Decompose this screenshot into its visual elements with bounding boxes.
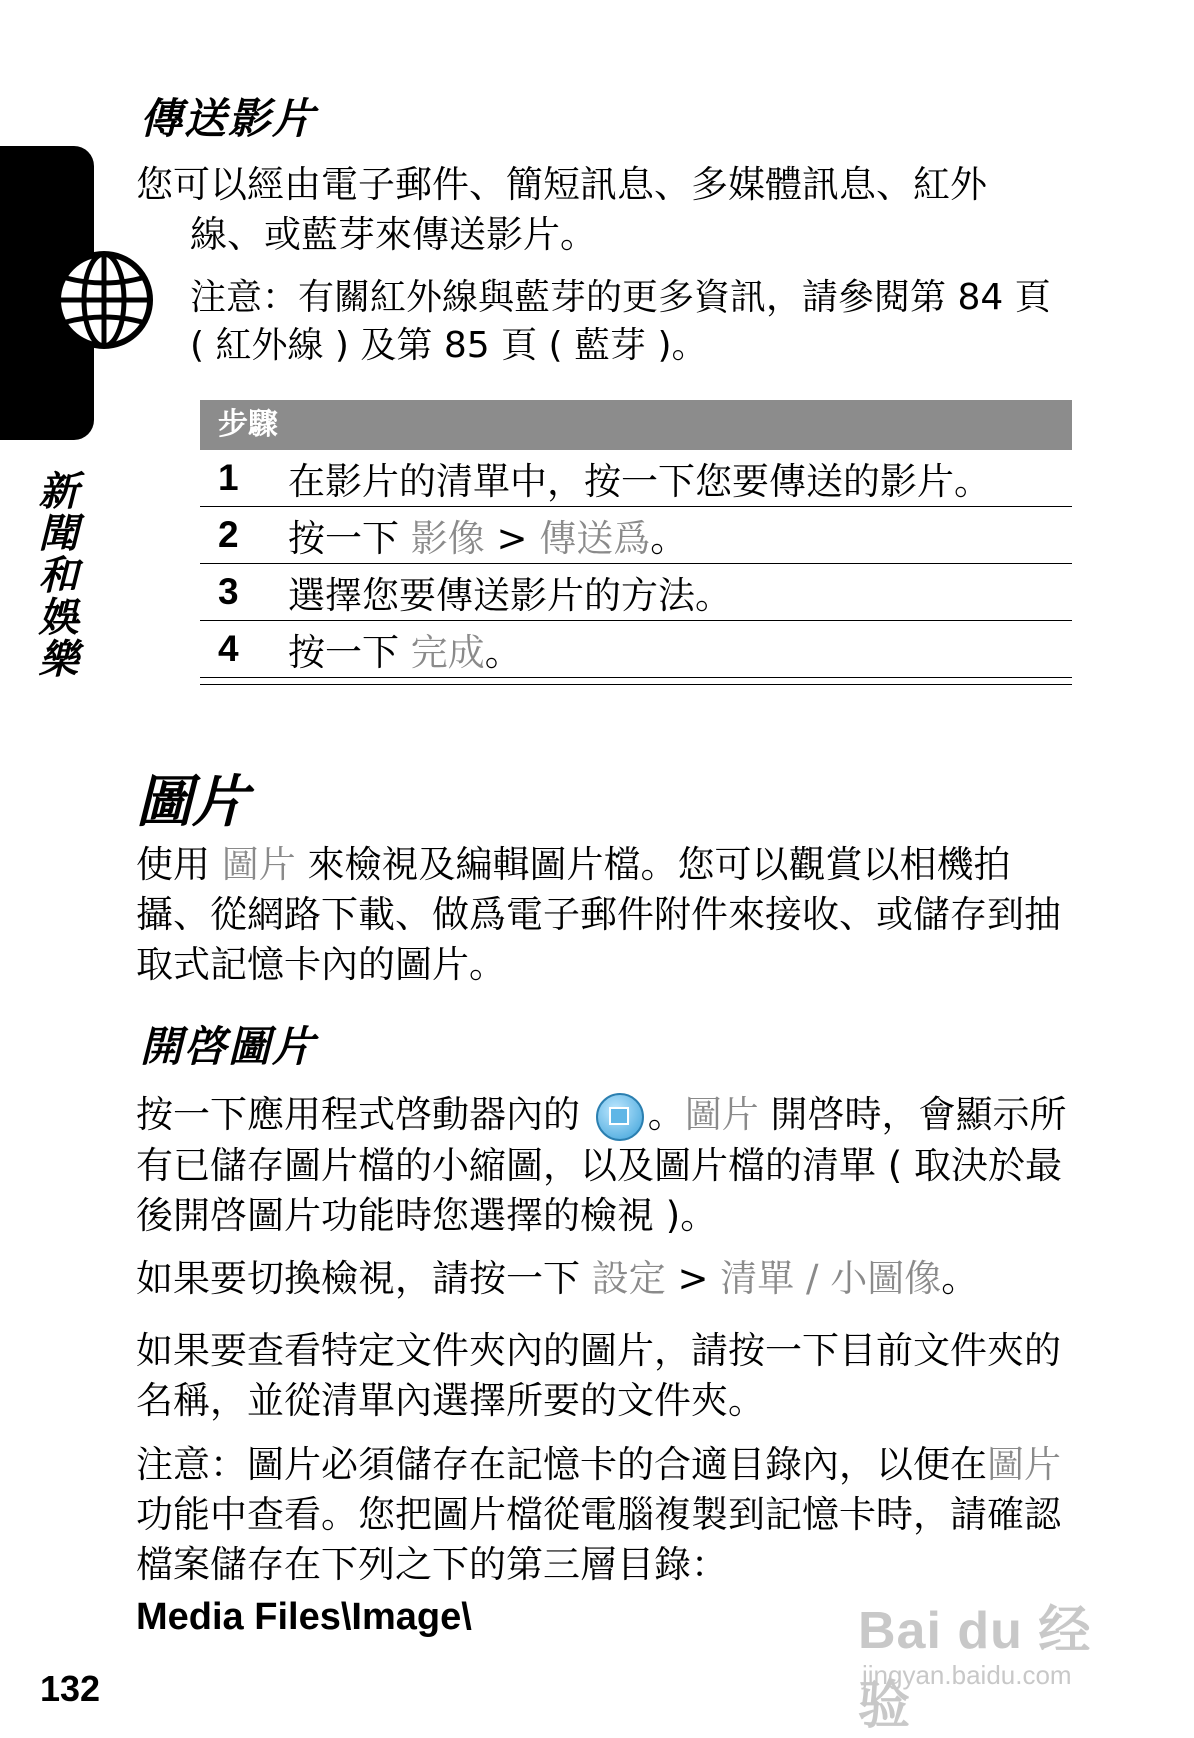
step-text: 在影片的清單中，按一下您要傳送的影片。 [288,460,991,503]
step-text: 按一下 完成。 [288,631,522,674]
step-row [200,621,1072,678]
step-text: 按一下 影像 > 傳送爲。 [288,517,688,560]
video-intro: 您可以經由電子郵件、簡短訊息、多媒體訊息、紅外 線、或藍芽來傳送影片。 [136,163,987,256]
open-note: 注意：圖片必須儲存在記憶卡的合適目錄內，以便在圖片 功能中查看。您把圖片檔從電腦複製到記憶卡時，請確認檔案儲存在下列之下的第三層目錄： [136,1443,1061,1586]
step-number: 2 [218,514,239,555]
pictures-app-icon [596,1093,644,1141]
open-para-1: 按一下應用程式啓動器內的 。圖片 開啓時，會顯示所有已儲存圖片檔的小縮圖，以及圖片檔的清單 ( 取決於最後開啓圖片功能時您選擇的檢視 )。 [136,1093,1067,1237]
pictures-intro: 使用 圖片 來檢視及編輯圖片檔。您可以觀賞以相機拍攝、從網路下載、做爲電子郵件附件來接收、或儲存到抽取式記憶卡內的圖片。 [136,843,1061,986]
step-number: 3 [218,571,239,612]
step-number: 1 [218,457,239,498]
step-row [200,507,1072,564]
open-para-2: 如果要切換檢視，請按一下 設定 > 清單 / 小圖像。 [136,1257,979,1300]
watermark-brand: Bai du 经验 [858,1602,1092,1735]
menu-item-send-as: 傳送爲 [539,517,651,560]
step-text: 選擇您要傳送影片的方法。 [288,574,732,617]
steps-header: 步驟 [200,400,1072,450]
step-number: 4 [218,628,239,669]
page-number: 132 [40,1668,101,1709]
steps-table [200,400,1072,685]
open-para-3: 如果要查看特定文件夾內的圖片，請按一下目前文件夾的名稱，並從清單內選擇所要的文件夾。 [136,1329,1061,1422]
step-row [200,450,1072,507]
directory-path: Media Files\Image\ [136,1596,472,1638]
watermark-url: jingyan.baidu.com [862,1660,1072,1690]
menu-item-done: 完成 [410,631,485,674]
heading-send-video: 傳送影片 [140,94,317,143]
step-row [200,564,1072,621]
watermark [858,1560,1138,1735]
chapter-label: 新聞和娛樂 [32,470,78,680]
video-note: 注意：有關紅外線與藍芽的更多資訊，請參閱第 84 頁 ( 紅外線 ) 及第 85 頁 ( 藍芽 )。 [190,277,1051,366]
globe-icon [54,250,154,350]
heading-open-pictures: 開啓圖片 [140,1022,317,1071]
heading-pictures: 圖片 [136,770,248,835]
menu-item-video: 影像 [410,517,485,560]
steps-end-rule [200,684,1072,685]
